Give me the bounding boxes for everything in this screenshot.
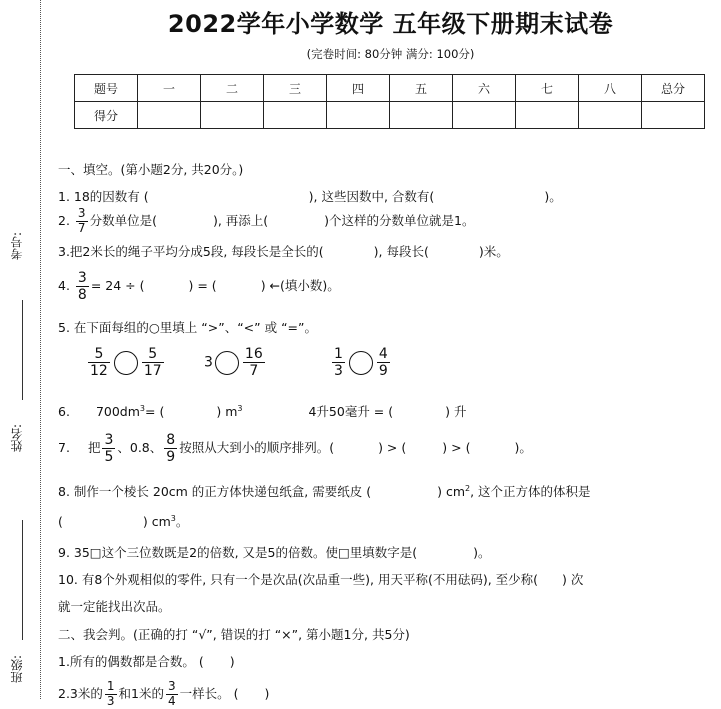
exam-number-label: 考号: (10, 232, 24, 261)
question-10 (58, 570, 583, 588)
j1-text-a: 1.所有的偶数都是合数。 ( (58, 654, 204, 669)
q2-denominator: 7 (77, 220, 86, 235)
q6-text-c: ) m (216, 404, 238, 419)
question-3 (58, 242, 509, 260)
question-9 (58, 543, 491, 561)
compare-pair-1 (86, 346, 166, 379)
score-input-cell[interactable] (516, 102, 579, 129)
class-label: 班级: (10, 655, 24, 684)
score-value-row (75, 102, 705, 129)
score-header-cell: 七 (516, 75, 579, 102)
score-table (74, 74, 705, 129)
numerator: 4 (378, 346, 388, 362)
question-8 (58, 482, 591, 500)
q6-exponent-1: 3 (139, 403, 146, 413)
q1-text-c: )。 (544, 189, 562, 204)
q6-exponent-2: 3 (237, 403, 243, 413)
judge-question-1 (58, 652, 235, 670)
j2-fraction-1 (105, 680, 117, 709)
compare2-fraction-right (243, 346, 265, 379)
compare2-whole: 3 (204, 354, 213, 371)
score-input-cell[interactable] (327, 102, 390, 129)
j2-text-b: 和1米的 (118, 685, 164, 701)
q10-text-a: 10. 有8个外观相似的零件, 只有一个是次品(次品重一些), 用天平称(不用砝码), 至少称( (58, 572, 539, 587)
score-row-label: 得分 (75, 102, 138, 129)
q7-fraction-1 (102, 432, 115, 465)
q8-text-f: 。 (175, 514, 189, 529)
numerator: 1 (106, 679, 115, 693)
q8-text-a: 8. 制作一个棱长 20cm 的正方体快递包纸盒, 需要纸皮 ( (58, 484, 372, 499)
q2-text-c: )个这样的分数单位就是1。 (324, 212, 475, 228)
q8-text-c: , 这个正方体的体积是 (470, 484, 591, 499)
score-input-cell[interactable] (642, 102, 705, 129)
q8-text-b: ) cm (437, 484, 466, 499)
score-input-cell[interactable] (201, 102, 264, 129)
section1-heading: 一、填空。(第小题2分, 共20分。) (58, 162, 244, 177)
compare3-fraction-right (377, 346, 390, 379)
q4-number: 4. (58, 278, 70, 294)
score-header-cell: 三 (264, 75, 327, 102)
q7-text-b: 、0.8、 (117, 440, 163, 456)
q8-text-d: ( (58, 514, 63, 529)
q2-fraction (76, 207, 88, 236)
score-header-row (75, 75, 705, 102)
q9-text-a: 9. 35□这个三位数既是2的倍数, 又是5的倍数。使□里填数字是( (58, 545, 418, 560)
compare-pair-3 (330, 346, 392, 379)
question-7 (58, 432, 532, 465)
student-name-rule (22, 520, 23, 640)
q8-exponent-2: 3 (170, 513, 176, 523)
q7-text-a: 把 (87, 440, 101, 456)
q7-text-f: )。 (514, 440, 532, 456)
j2-text-a: 2.3米的 (58, 685, 103, 701)
numerator: 3 (167, 679, 176, 693)
numerator: 1 (334, 346, 343, 362)
denominator: 9 (378, 363, 388, 380)
q1-text-a: 1. 18的因数有 ( (58, 189, 149, 204)
q3-text-b: ), 每段长( (373, 244, 429, 259)
q6-text-e: ) 升 (445, 404, 467, 419)
student-name-label: 姓名: (10, 424, 24, 453)
denominator: 3 (334, 363, 343, 380)
q1-text-b: ), 这些因数中, 合数有( (308, 189, 435, 204)
q7-text-e: ) > ( (442, 440, 471, 456)
denominator: 9 (166, 449, 176, 466)
score-header-cell: 六 (453, 75, 516, 102)
compare2-circle[interactable] (215, 351, 239, 375)
q7-number: 7. (58, 440, 70, 456)
q3-text-c: )米。 (478, 244, 509, 259)
numerator: 3 (104, 432, 114, 448)
q4-text-a: = 24 ÷ ( (90, 278, 145, 294)
score-header-cell: 题号 (75, 75, 138, 102)
q8-exponent-1: 2 (465, 483, 471, 493)
question-10-cont: 就一定能找出次品。 (58, 599, 171, 614)
q2-text-a: 分数单位是( (89, 212, 157, 228)
q6-text-d: 4升50毫升 = ( (308, 404, 394, 419)
compare3-fraction-left (332, 346, 345, 379)
q4-numerator: 3 (77, 270, 87, 286)
score-input-cell[interactable] (138, 102, 201, 129)
question-5: 5. 在下面每组的○里填上 “>”、“<” 或 “=”。 (58, 320, 318, 335)
q7-fraction-2 (164, 432, 177, 465)
compare-pair-2 (204, 346, 267, 379)
q2-text-b: ), 再添上( (212, 212, 269, 228)
score-header-cell: 总分 (642, 75, 705, 102)
question-1 (58, 187, 562, 205)
denominator: 4 (167, 693, 176, 708)
q4-text-b: ) = ( (188, 278, 217, 294)
score-input-cell[interactable] (390, 102, 453, 129)
numerator: 16 (244, 346, 263, 362)
denominator: 17 (143, 363, 162, 380)
judge-question-2 (58, 680, 269, 709)
q9-text-b: )。 (473, 545, 491, 560)
q4-denominator: 8 (77, 287, 87, 304)
question-8-cont (58, 512, 188, 530)
q3-text-a: 3.把2米长的绳子平均分成5段, 每段长是全长的( (58, 244, 324, 259)
section2-heading: 二、我会判。(正确的打 “√”, 错误的打 “×”, 第小题1分, 共5分) (58, 627, 410, 642)
q2-numerator: 3 (77, 206, 86, 220)
score-header-cell: 四 (327, 75, 390, 102)
exam-number-rule (22, 300, 23, 400)
page-title: 2022学年小学数学 五年级下册期末试卷 (167, 10, 614, 38)
score-header-cell: 八 (579, 75, 642, 102)
q4-text-c: ) ←(填小数)。 (260, 278, 340, 294)
q7-text-c: 按照从大到小的顺序排列。( (179, 440, 335, 456)
numerator: 8 (166, 432, 176, 448)
numerator: 5 (142, 346, 164, 363)
q8-text-e: ) cm (142, 514, 171, 529)
score-header-cell: 五 (390, 75, 453, 102)
denominator: 3 (106, 693, 115, 708)
compare1-circle[interactable] (114, 351, 138, 375)
score-header-cell: 一 (138, 75, 201, 102)
numerator: 5 (88, 346, 110, 363)
denominator: 5 (104, 449, 114, 466)
q6-number: 6. (58, 404, 70, 419)
binding-margin-line (40, 0, 41, 699)
j2-text-d: ) (264, 685, 270, 701)
j1-text-b: ) (229, 654, 235, 669)
q6-text-b: = ( (145, 404, 165, 419)
compare3-circle[interactable] (349, 351, 373, 375)
question-6 (58, 402, 466, 420)
denominator: 12 (90, 363, 108, 380)
denominator: 7 (249, 363, 259, 380)
score-input-cell[interactable] (264, 102, 327, 129)
compare1-fraction-left (88, 346, 110, 379)
q10-text-b: ) 次 (562, 572, 584, 587)
q7-text-d: ) > ( (378, 440, 407, 456)
q2-number: 2. (58, 212, 70, 228)
score-input-cell[interactable] (579, 102, 642, 129)
j2-fraction-2 (166, 680, 178, 709)
question-4 (58, 270, 340, 303)
q4-fraction (76, 270, 89, 303)
question-2 (58, 207, 475, 236)
j2-text-c: 一样长。 ( (179, 685, 239, 701)
q6-text-a: 700dm (95, 404, 140, 419)
compare1-fraction-right (142, 346, 164, 379)
page-subtitle: (完卷时间: 80分钟 满分: 100分) (306, 47, 475, 61)
score-header-cell: 二 (201, 75, 264, 102)
score-input-cell[interactable] (453, 102, 516, 129)
